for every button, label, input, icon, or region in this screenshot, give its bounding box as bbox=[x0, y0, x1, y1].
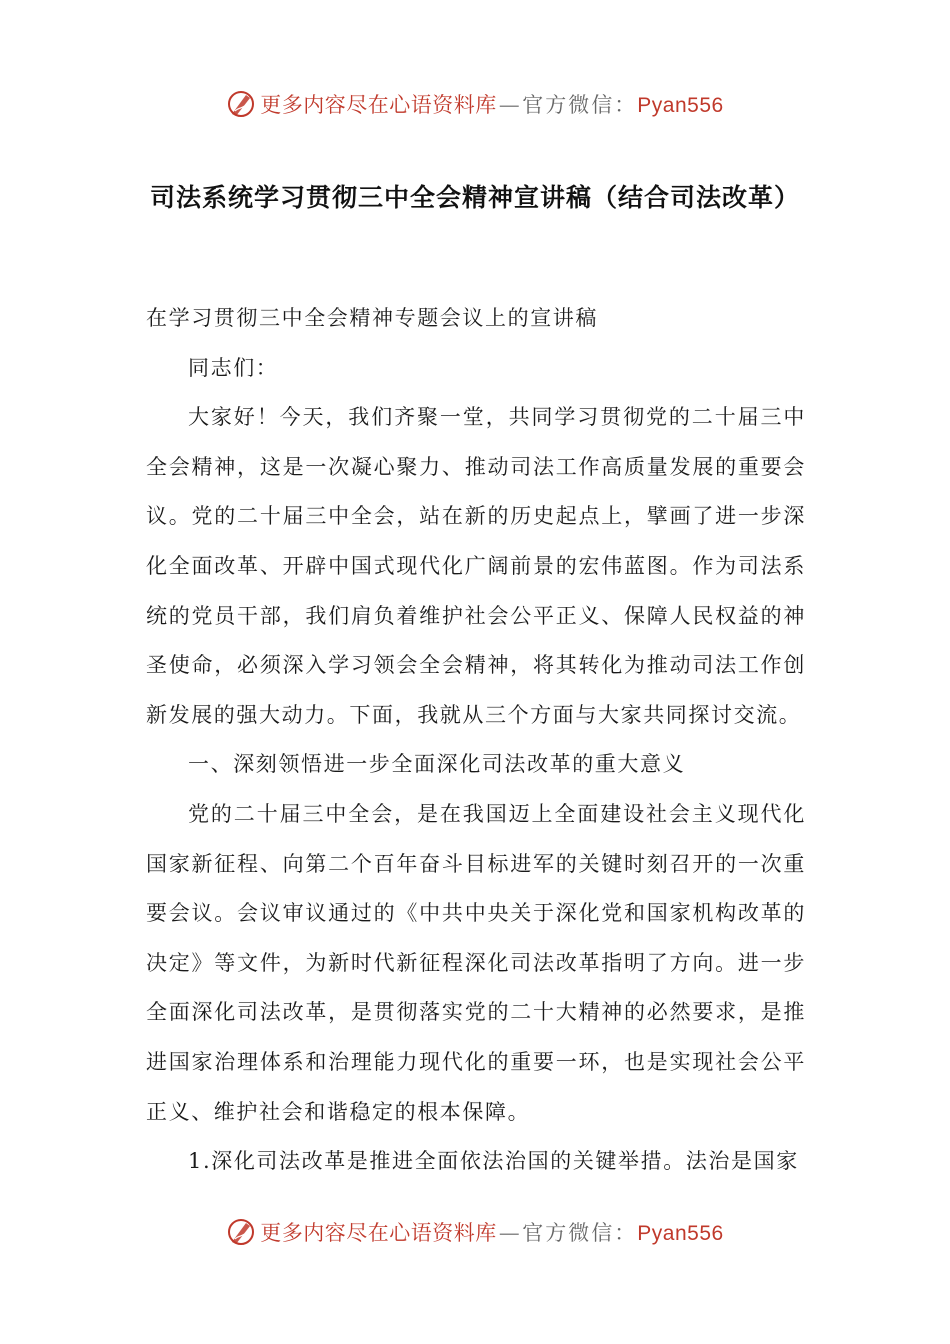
document-title: 司法系统学习贯彻三中全会精神宣讲稿（结合司法改革） bbox=[149, 183, 800, 212]
header-watermark bbox=[0, 84, 950, 124]
paragraph: 党的二十届三中全会，是在我国迈上全面建设社会主义现代化国家新征程、向第二个百年奋斗目标进军的关键时刻召开的一次重要会议。会议审议通过的《中共中央关于深化党和国家机构改革的决定》等文件，为新时代新征程深化司法改革指明了方向。进一步全面深化司法改革，是贯彻落实党的二十大精神的必然要求，是推进国家治理体系和治理能力现代化的重要一环，也是实现社会公平正义、维护社会和谐稳定的根本保障。 bbox=[146, 801, 806, 1124]
watermark-text: 更多内容尽在心语资料库—官方微信：Pyan556 bbox=[260, 93, 724, 117]
quill-logo-icon bbox=[226, 89, 256, 119]
document-body bbox=[146, 294, 806, 1187]
watermark-text: 更多内容尽在心语资料库—官方微信：Pyan556 bbox=[260, 1221, 724, 1245]
salutation: 同志们： bbox=[188, 355, 279, 380]
paragraph: 大家好！今天，我们齐聚一堂，共同学习贯彻党的二十届三中全会精神，这是一次凝心聚力、推动司法工作高质量发展的重要会议。党的二十届三中全会，站在新的历史起点上，擘画了进一步深化全面改革、开辟中国式现代化广阔前景的宏伟蓝图。作为司法系统的党员干部，我们肩负着维护社会公平正义、保障人民权益的神圣使命，必须深入学习领会全会精神，将其转化为推动司法工作创新发展的强大动力。下面，我就从三个方面与大家共同探讨交流。 bbox=[146, 405, 806, 727]
paragraph: 1.深化司法改革是推进全面依法治国的关键举措。法治是国家 bbox=[188, 1149, 799, 1174]
quill-logo-icon bbox=[226, 1217, 256, 1247]
subtitle: 在学习贯彻三中全会精神专题会议上的宣讲稿 bbox=[146, 306, 598, 330]
section-heading: 一、深刻领悟进一步全面深化司法改革的重大意义 bbox=[188, 752, 686, 777]
footer-watermark bbox=[0, 1212, 950, 1252]
